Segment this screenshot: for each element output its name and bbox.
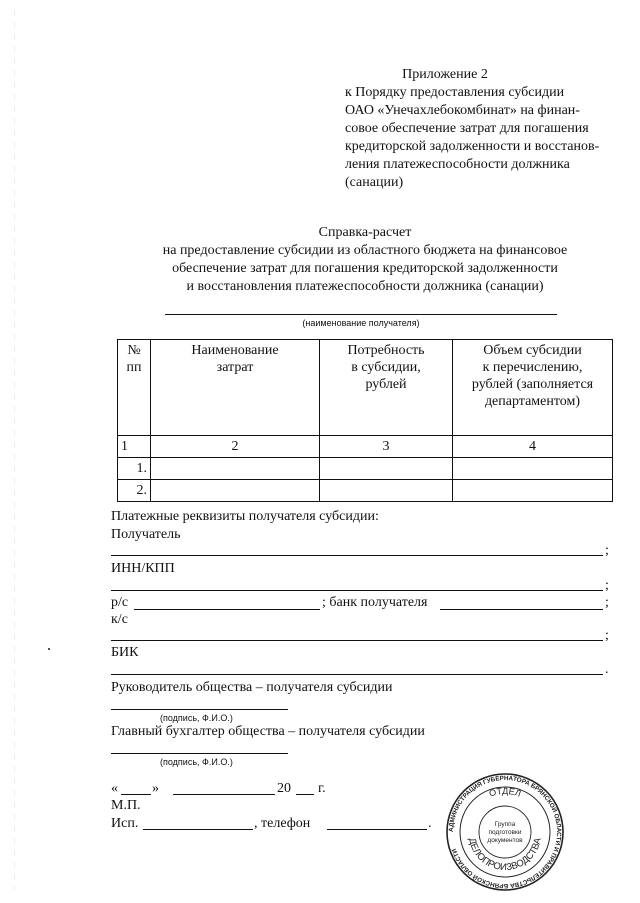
scan-edge-artifact	[14, 10, 15, 890]
table-row	[118, 480, 613, 502]
table-cell[interactable]	[151, 480, 320, 502]
seal-dept-top: ОТДЕЛ	[487, 785, 523, 799]
phone-label: , телефон	[254, 816, 311, 831]
heading-line: обеспечение затрат для погашения кредиторской задолженности	[172, 261, 558, 276]
head-signature-line[interactable]	[111, 709, 288, 710]
header-text: департаментом)	[484, 394, 581, 409]
bank-fill-line[interactable]	[440, 609, 603, 610]
expense-table	[117, 339, 613, 502]
inn-fill-line[interactable]	[111, 590, 603, 591]
phone-fill-line[interactable]	[327, 829, 427, 830]
recipient-label: Получатель	[111, 527, 181, 542]
ks-fill-line[interactable]	[111, 640, 603, 641]
rs-fill-line[interactable]	[134, 609, 320, 610]
recipient-fill-line[interactable]	[111, 555, 603, 556]
accountant-label: Главный бухгалтер общества – получателя субсидии	[111, 724, 425, 739]
year-suffix: г.	[318, 781, 326, 796]
quote-open: «	[111, 781, 118, 796]
header-text: затрат	[216, 360, 254, 375]
appendix-line: совое обеспечение затрат для погашения	[345, 121, 589, 136]
seal-center-line: подготовки	[488, 829, 522, 836]
seal-stamp	[445, 772, 565, 892]
heading-line: на предоставление субсидии из областного бюджета на финансовое	[162, 243, 568, 258]
table-cell[interactable]	[320, 480, 453, 502]
semicolon: ;	[605, 628, 609, 643]
rs-label: р/с	[111, 595, 129, 610]
isp-fill-line[interactable]	[143, 829, 253, 830]
table-cell[interactable]	[320, 458, 453, 480]
header-text: Наименование	[191, 343, 279, 358]
day-fill-line[interactable]	[121, 794, 151, 795]
header-text: Объем субсидии	[483, 343, 582, 358]
heading-line: и восстановления платежеспособности должника (санации)	[186, 279, 544, 294]
isp-label: Исп.	[111, 816, 139, 831]
header-text: Потребность	[347, 343, 425, 358]
semicolon: ;	[605, 595, 609, 610]
table-cell[interactable]	[151, 458, 320, 480]
table-cell[interactable]	[453, 480, 613, 502]
header-text: пп	[126, 360, 142, 375]
head-caption: (подпись, Ф.И.О.)	[160, 713, 233, 723]
accountant-caption: (подпись, Ф.И.О.)	[160, 757, 233, 767]
year-prefix: 20	[277, 781, 291, 796]
document-heading	[120, 224, 610, 296]
bik-label: БИК	[111, 645, 139, 660]
appendix-line: ОАО «Унечахлебокомбинат» на финан-	[345, 103, 580, 118]
table-number-row	[118, 436, 613, 458]
header-cell-volume	[453, 340, 613, 436]
year-fill-line[interactable]	[296, 794, 314, 795]
end-dot: .	[428, 816, 432, 831]
bik-fill-line[interactable]	[111, 674, 603, 675]
quote-close: »	[152, 781, 159, 796]
header-cell-name	[151, 340, 320, 436]
table-cell: 2	[151, 436, 320, 458]
appendix-title: Приложение 2	[402, 67, 488, 82]
requisites-title: Платежные реквизиты получателя субсидии:	[111, 509, 379, 524]
bank-label: ; банк получателя	[322, 595, 428, 610]
recipient-caption: (наименование получателя)	[302, 318, 420, 328]
accountant-signature-line[interactable]	[111, 753, 288, 754]
appendix-line: ления платежеспособности должника	[345, 157, 570, 172]
mp-label: М.П.	[111, 798, 141, 813]
recipient-name-line	[165, 314, 557, 315]
header-text: рублей (заполняется	[471, 377, 594, 392]
header-text: рублей	[365, 377, 407, 392]
header-text: в субсидии,	[351, 360, 421, 375]
header-cell-number	[118, 340, 151, 436]
seal-outer-text: АДМИНИСТРАЦИЯ ГУБЕРНАТОРА БРЯНСКОЙ ОБЛАСТИ И ПРАВИТЕЛЬСТВА БРЯНСКОЙ ОБЛАСТИ	[447, 774, 563, 890]
header-text: к перечислению,	[482, 360, 583, 375]
table-cell: 4	[453, 436, 613, 458]
seal-center-line: Группа	[494, 821, 516, 828]
appendix-line: кредиторской задолженности и восстанов-	[345, 139, 600, 154]
table-cell: 1	[118, 436, 151, 458]
table-cell: 1.	[118, 458, 151, 480]
appendix-line: к Порядку предоставления субсидии	[345, 85, 565, 100]
seal-dept-bottom: ДЕЛОПРОИЗВОДСТВА	[466, 836, 544, 874]
heading-title: Справка-расчет	[318, 225, 412, 240]
header-cell-need	[320, 340, 453, 436]
ks-label: к/с	[111, 612, 128, 627]
table-cell: 3	[320, 436, 453, 458]
table-cell: 2.	[118, 480, 151, 502]
semicolon: ;	[605, 578, 609, 593]
head-label: Руководитель общества – получателя субсидии	[111, 680, 393, 695]
period: .	[605, 662, 609, 677]
seal-center-line: документов	[487, 837, 523, 844]
scan-speck	[48, 648, 50, 650]
appendix-block	[345, 84, 625, 192]
table-row	[118, 458, 613, 480]
month-fill-line[interactable]	[173, 794, 275, 795]
table-header-row	[118, 340, 613, 436]
table-cell[interactable]	[453, 458, 613, 480]
inn-label: ИНН/КПП	[111, 561, 175, 576]
semicolon: ;	[605, 543, 609, 558]
header-text: №	[127, 343, 141, 358]
appendix-line: (санации)	[345, 175, 404, 190]
